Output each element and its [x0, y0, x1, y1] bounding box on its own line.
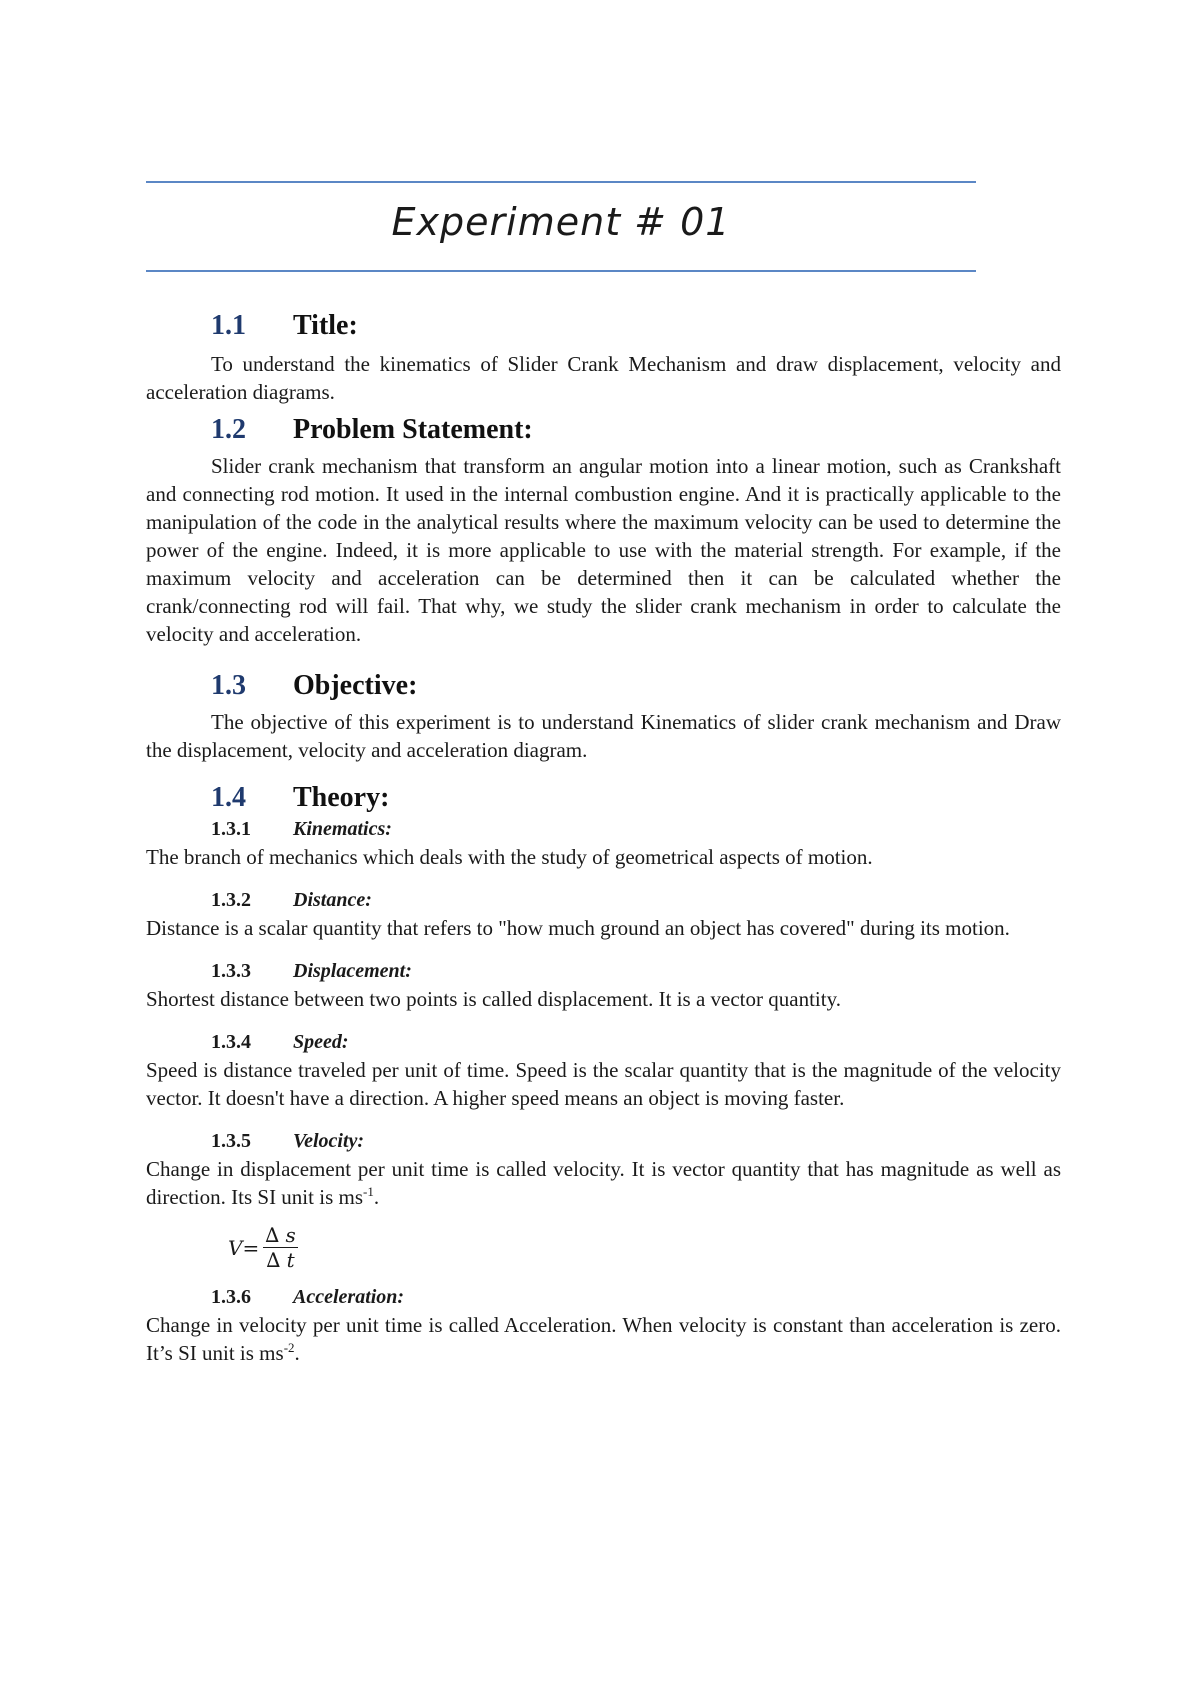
- acceleration-text: Change in velocity per unit time is called Acceleration. When velocity is constant than acceleration is zero. It’s SI unit is ms: [146, 1313, 1061, 1365]
- speed-definition: Speed is distance traveled per unit of time. Speed is the scalar quantity that is the magnitude of the velocity vector. It doesn't have a direction. A higher speed means an object is moving faster.: [146, 1058, 1061, 1110]
- formula-numerator: ∆ s: [265, 1223, 296, 1247]
- acceleration-tail: .: [294, 1341, 300, 1365]
- formula-fraction: [263, 1223, 298, 1272]
- subsection-heading-speed: [146, 1031, 1061, 1054]
- acceleration-definition: [146, 1311, 1061, 1367]
- velocity-text: Change in displacement per unit time is called velocity. It is vector quantity that has magnitude as well as direction. Its SI unit is ms: [146, 1157, 1061, 1209]
- problem-paragraph: Slider crank mechanism that transform an angular motion into a linear motion, such as Crankshaft and connecting rod motion. It used in the internal combustion engine. And it is practically applicable to the manipulation of the code in the analytical results where the maximum velocity can be used to determine the power of the engine. Indeed, it is more applicable to use with the material strength. For example, if the maximum velocity and acceleration can be determined then it can be calculated whether the crank/connecting rod will fail. That why, we study the slider crank mechanism in order to calculate the velocity and acceleration.: [146, 454, 1061, 646]
- subsection-number: 1.3.1: [211, 818, 251, 840]
- section-number: 1.3: [211, 670, 246, 701]
- subsection-heading-text: Displacement:: [293, 960, 412, 982]
- section-heading-text: Theory:: [293, 782, 390, 813]
- subsection-heading-text: Speed:: [293, 1031, 349, 1053]
- section-heading-title: [146, 310, 1061, 342]
- subsection-heading-kinematics: [146, 818, 1061, 841]
- subsection-heading-acceleration: [146, 1286, 1061, 1309]
- acceleration-unit-exponent: -2: [283, 1340, 295, 1355]
- section-number: 1.2: [211, 414, 246, 445]
- section-number: 1.4: [211, 782, 246, 813]
- document-title: Experiment # 01: [391, 200, 731, 244]
- subsection-heading-distance: [146, 889, 1061, 912]
- document-body: [146, 310, 1061, 1367]
- title-bottom-rule: [146, 270, 976, 272]
- title-paragraph: To understand the kinematics of Slider Crank Mechanism and draw displacement, velocity and acceleration diagrams.: [146, 352, 1061, 404]
- distance-definition: Distance is a scalar quantity that refers to "how much ground an object has covered" during its motion.: [146, 916, 1010, 940]
- subsection-number: 1.3.2: [211, 889, 251, 911]
- displacement-definition: Shortest distance between two points is called displacement. It is a vector quantity.: [146, 987, 841, 1011]
- formula-denominator: ∆ t: [266, 1248, 295, 1272]
- subsection-heading-text: Distance:: [293, 889, 372, 911]
- subsection-number: 1.3.3: [211, 960, 251, 982]
- objective-paragraph: The objective of this experiment is to understand Kinematics of slider crank mechanism and Draw the displacement, velocity and acceleration diagram.: [146, 710, 1061, 762]
- subsection-number: 1.3.6: [211, 1286, 251, 1308]
- subsection-heading-text: Velocity:: [293, 1130, 365, 1152]
- section-heading-theory: [146, 782, 1061, 814]
- section-heading-text: Objective:: [293, 670, 418, 701]
- velocity-definition: [146, 1155, 1061, 1211]
- title-top-rule: [146, 181, 976, 183]
- section-heading-text: Problem Statement:: [293, 414, 533, 445]
- subsection-heading-velocity: [146, 1130, 1061, 1153]
- velocity-tail: .: [373, 1185, 380, 1209]
- subsection-heading-displacement: [146, 960, 1061, 983]
- subsection-heading-text: Kinematics:: [293, 818, 392, 840]
- formula-lhs: V=: [228, 1235, 260, 1260]
- velocity-unit-exponent: -1: [363, 1184, 374, 1199]
- kinematics-definition: The branch of mechanics which deals with the study of geometrical aspects of motion.: [146, 845, 873, 869]
- velocity-formula: [228, 1223, 1061, 1272]
- subsection-number: 1.3.4: [211, 1031, 251, 1053]
- section-heading-problem: [146, 414, 1061, 446]
- section-heading-objective: [146, 670, 1061, 702]
- section-heading-text: Title:: [293, 310, 358, 341]
- subsection-number: 1.3.5: [211, 1130, 251, 1152]
- section-number: 1.1: [211, 310, 246, 341]
- subsection-heading-text: Acceleration:: [293, 1286, 405, 1308]
